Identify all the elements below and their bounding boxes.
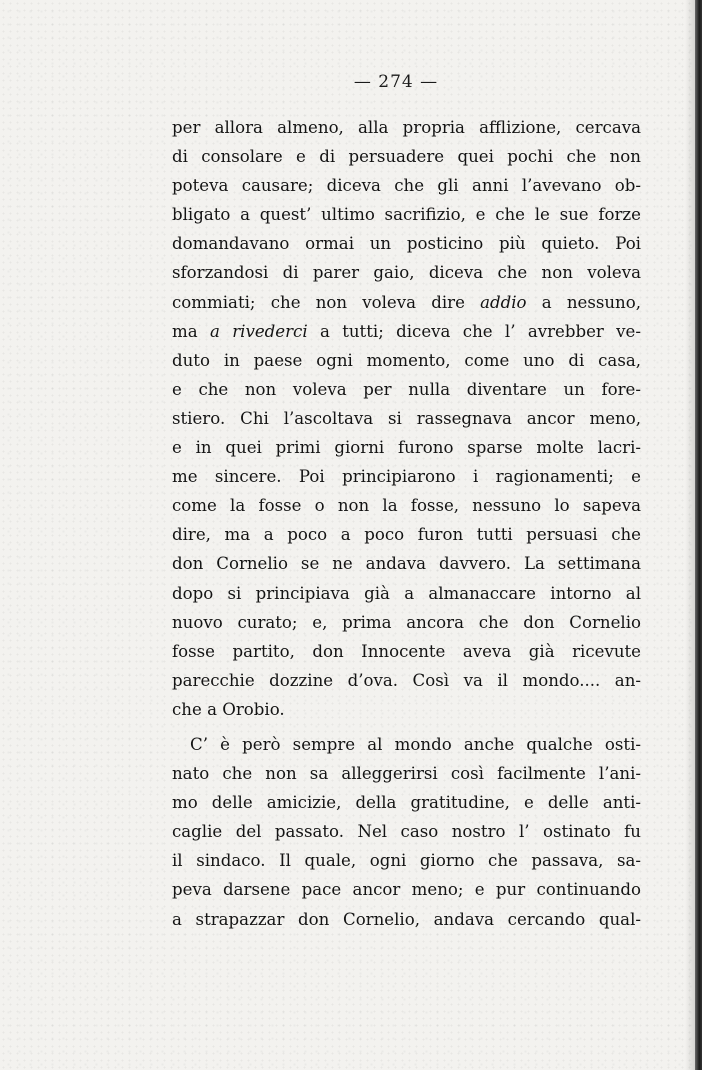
text-line: duto in paese ogni momento, come uno di casa, xyxy=(172,350,641,370)
text-line: sforzandosi di parer gaio, diceva che non voleva xyxy=(172,263,641,283)
text-line: a strapazzar don Cornelio, andava cercando qual- xyxy=(172,909,641,929)
text-line: stiero. Chi l’ascoltava si rassegnava ancor meno, xyxy=(172,408,641,428)
text-segment: a tutti; diceva che l’ avrebber ve- xyxy=(319,321,641,341)
text-line: e in quei primi giorni furono sparse molte lacri- xyxy=(172,438,641,458)
text-line: fosse partito, don Innocente aveva già ricevute xyxy=(172,641,641,661)
text-line: mo delle amicizie, della gratitudine, e delle anti- xyxy=(172,793,641,813)
text-line: di consolare e di persuadere quei pochi che non xyxy=(172,147,641,167)
text-line: il sindaco. Il quale, ogni giorno che passava, sa- xyxy=(172,851,641,871)
text-line: peva darsene pace ancor meno; e pur continuando xyxy=(172,880,641,900)
italic-word-addio: addio xyxy=(480,292,527,312)
text-line: parecchie dozzine d’ova. Così va il mondo.... an- xyxy=(172,670,641,690)
page-number: — 274 — xyxy=(353,72,439,92)
text-line: domandavano ormai un posticino più quieto. Poi xyxy=(172,234,641,254)
text-line: dopo si principiava già a almanaccare intorno al xyxy=(172,583,641,603)
text-line: come la fosse o non la fosse, nessuno lo sapeva xyxy=(172,496,641,516)
text-line: me sincere. Poi principiarono i ragionamenti; e xyxy=(172,467,641,487)
text-segment: a nessuno, xyxy=(541,292,641,312)
body-text xyxy=(172,113,641,934)
text-line: nuovo curato; e, prima ancora che don Cornelio xyxy=(172,612,641,632)
text-line: dire, ma a poco a poco furon tutti persuasi che xyxy=(172,525,641,545)
text-segment: commiati; che non voleva dire xyxy=(172,292,465,312)
text-line: per allora almeno, alla propria afflizione, cercava xyxy=(172,118,641,137)
text-line: caglie del passato. Nel caso nostro l’ ostinato fu xyxy=(172,822,641,842)
italic-phrase-a-rivederci: a rivederci xyxy=(209,321,308,341)
text-line: don Cornelio se ne andava davvero. La settimana xyxy=(172,554,641,574)
text-line xyxy=(172,317,641,346)
text-line xyxy=(172,288,641,317)
text-segment: ma xyxy=(172,321,198,341)
text-line: nato che non sa alleggerirsi così facilmente l’ani- xyxy=(172,764,641,784)
text-line: poteva causare; diceva che gli anni l’avevano ob- xyxy=(172,176,641,196)
text-line: C’ è però sempre al mondo anche qualche osti- xyxy=(190,734,641,754)
text-line: e che non voleva per nulla diventare un fore- xyxy=(172,379,641,399)
page-edge-shadow xyxy=(685,0,695,1070)
text-line: bligato a quest’ ultimo sacrifizio, e che le sue forze xyxy=(172,205,641,225)
text-line: che a Orobio. xyxy=(172,699,285,719)
book-spine-edge xyxy=(695,0,702,1070)
